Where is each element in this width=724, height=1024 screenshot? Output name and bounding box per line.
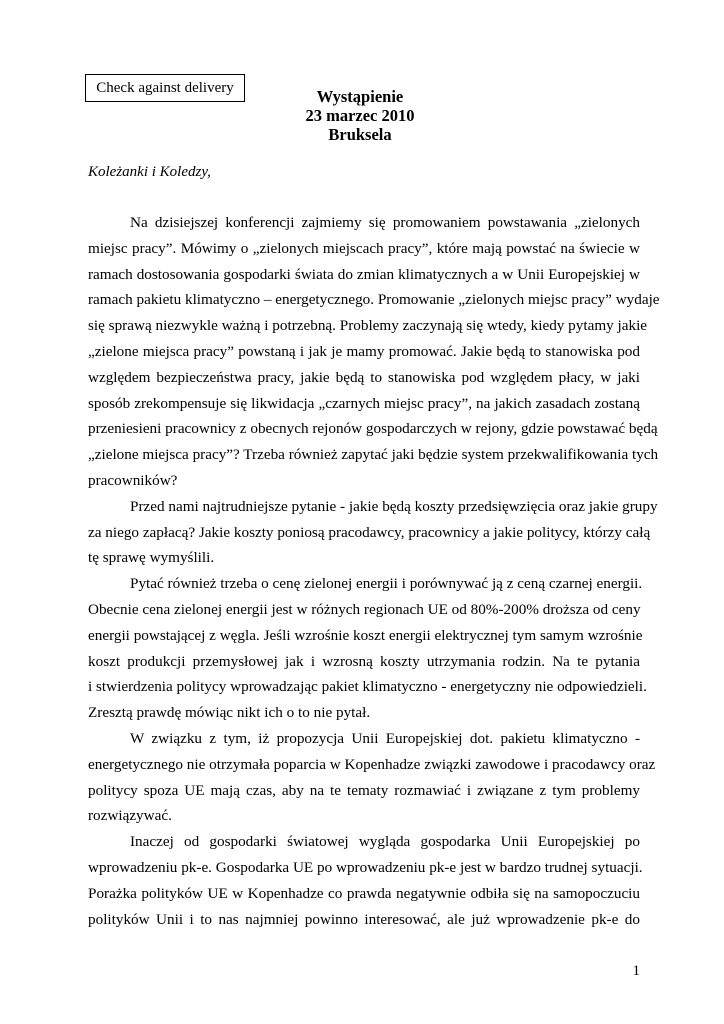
- text-line: Zresztą prawdę mówiąc nikt ich o to nie pytał.: [88, 704, 371, 722]
- text-line: polityków Unii i to nas najmniej powinno interesować, ale już wprowadzenie pk-e do: [88, 910, 640, 928]
- text-line: względem bezpieczeństwa pracy, jakie będą to stanowiska pod względem płacy, w jaki: [88, 368, 640, 386]
- text-line: politycy spoza UE mają czas, aby na te tematy rozmawiać i związane z tym problemy: [88, 781, 640, 799]
- text-line: W związku z tym, iż propozycja Unii Europejskiej dot. pakietu klimatyczno -: [130, 729, 640, 747]
- text-line: tę sprawę wymyślili.: [88, 549, 215, 567]
- text-line: rozwiązywać.: [88, 807, 172, 825]
- text-line: energii powstającej z węgla. Jeśli wzrośnie koszt energii elektrycznej tym samym wzrośnie: [88, 626, 643, 644]
- speech-heading: [260, 87, 460, 144]
- text-line: Obecnie cena zielonej energii jest w różnych regionach UE od 80%-200% droższa od ceny: [88, 600, 641, 618]
- text-line: za niego zapłacą? Jakie koszty poniosą pracodawcy, pracownicy a jakie politycy, którzy całą: [88, 523, 651, 541]
- paragraph-1: [88, 210, 660, 494]
- text-line: Pytać również trzeba o cenę zielonej energii i porównywać ją z ceną czarnej energii.: [130, 575, 643, 593]
- text-line: sposób zrekompensuje się likwidacja „czarnych miejsc pracy”, na jakich zasadach zostaną: [88, 394, 640, 412]
- text-line: „zielone miejsca pracy” powstaną i jak je mamy promować. Jakie będą to stanowiska pod: [88, 342, 640, 360]
- paragraph-3: [88, 571, 647, 726]
- text-line: ramach pakietu klimatyczno – energetycznego. Promowanie „zielonych miejsc pracy” wydaje: [88, 291, 660, 309]
- salutation: Koleżanki i Koledzy,: [88, 164, 211, 180]
- text-line: ramach dostosowania gospodarki świata do zmian klimatycznych a w Unii Europejskiej w: [88, 265, 640, 283]
- text-line: Przed nami najtrudniejsze pytanie - jakie będą koszty przedsięwzięcia oraz jakie grupy: [130, 497, 658, 515]
- speech-body: [88, 210, 660, 932]
- speech-title: Wystąpienie: [316, 87, 404, 106]
- page-number: 1: [632, 963, 640, 979]
- text-line: miejsc pracy”. Mówimy o „zielonych miejscach pracy”, które mają powstać na świecie w: [88, 239, 640, 257]
- check-against-delivery-box: Check against delivery: [85, 74, 245, 102]
- text-line: koszt produkcji przemysłowej jak i wzrosną koszty utrzymania rodzin. Na te pytania: [88, 652, 640, 670]
- text-line: i stwierdzenia politycy wprowadzając pakiet klimatyczno - energetyczny nie odpowiedzieli.: [88, 678, 647, 696]
- text-line: przeniesieni pracownicy z obecnych rejonów gospodarczych w rejony, gdzie powstawać będą: [88, 420, 658, 438]
- paragraph-5: [88, 829, 643, 932]
- text-line: Inaczej od gospodarki światowej wygląda gospodarka Unii Europejskiej po: [130, 833, 640, 851]
- text-line: się sprawą niezwykle ważną i potrzebną. Problemy zaczynają się wtedy, kiedy pytamy jakie: [88, 317, 648, 335]
- paragraph-4: [88, 726, 656, 829]
- speech-place: Bruksela: [328, 125, 392, 144]
- text-line: „zielone miejsca pracy”? Trzeba również zapytać jaki będzie system przekwalifikowania tych: [88, 446, 659, 464]
- text-line: Porażka polityków UE w Kopenhadze co prawda negatywnie odbiła się na samopoczuciu: [88, 884, 640, 902]
- text-line: wprowadzeniu pk-e. Gospodarka UE po wprowadzeniu pk-e jest w bardzo trudnej sytuacji.: [88, 858, 643, 876]
- paragraph-2: [88, 494, 658, 571]
- speech-date: 23 marzec 2010: [305, 106, 415, 125]
- text-line: energetycznego nie otrzymała poparcia w Kopenhadze związki zawodowe i pracodawcy oraz: [88, 755, 656, 773]
- text-line: Na dzisiejszej konferencji zajmiemy się promowaniem powstawania „zielonych: [130, 214, 640, 231]
- text-line: pracowników?: [88, 471, 178, 489]
